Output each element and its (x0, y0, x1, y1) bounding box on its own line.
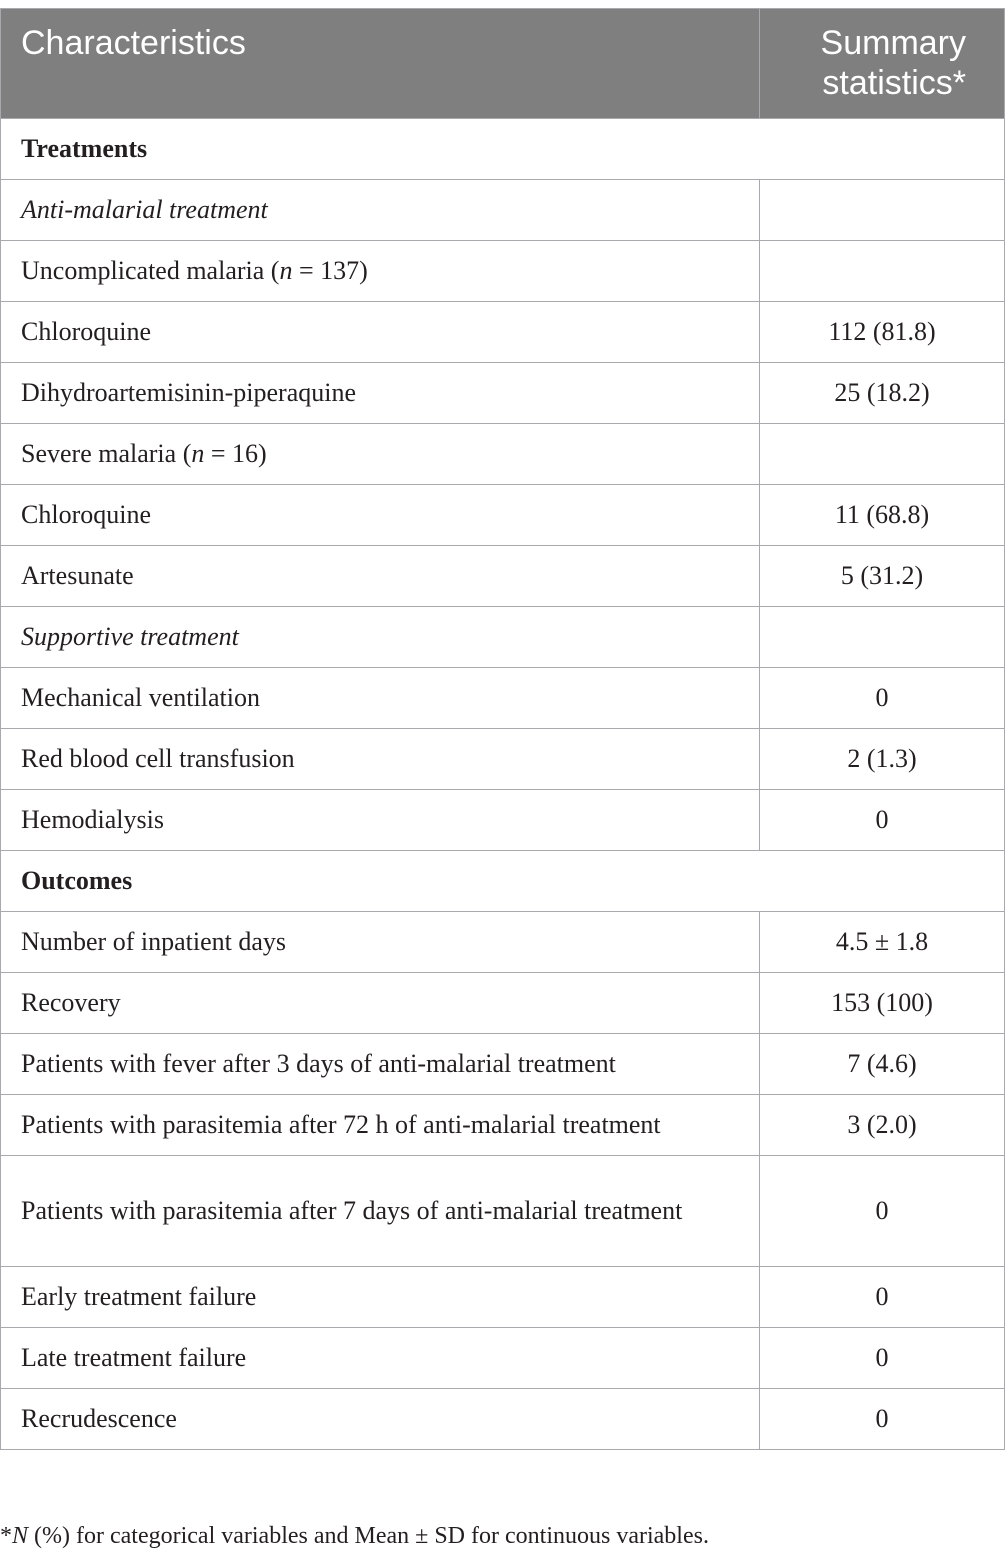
row-label: Late treatment failure (1, 1328, 760, 1389)
row-label (1, 424, 760, 485)
row-value: 5 (31.2) (760, 546, 1005, 607)
header-summary-statistics (760, 9, 1005, 119)
section-label-treatments: Treatments (1, 119, 1005, 180)
header-characteristics: Characteristics (1, 9, 760, 119)
header-summary-line1: Summary (820, 24, 966, 62)
row-label: Dihydroartemisinin-piperaquine (1, 363, 760, 424)
table-row-group (1, 241, 1005, 302)
row-value: 0 (760, 1267, 1005, 1328)
row-label: Anti-malarial treatment (1, 180, 760, 241)
table-row (1, 973, 1005, 1034)
row-value: 2 (1.3) (760, 729, 1005, 790)
row-label: Supportive treatment (1, 607, 760, 668)
table-row-subheading (1, 607, 1005, 668)
table-row-group (1, 424, 1005, 485)
table-row (1, 485, 1005, 546)
header-summary-line2: statistics* (822, 64, 966, 102)
label-text: Uncomplicated malaria ( (21, 256, 280, 285)
row-value: 0 (760, 1389, 1005, 1450)
table-footnote (0, 1518, 1005, 1554)
row-label: Patients with parasitemia after 7 days of anti-malarial treatment (1, 1156, 760, 1267)
section-label-outcomes: Outcomes (1, 851, 1005, 912)
label-text: = 137) (292, 256, 368, 285)
table-row (1, 1095, 1005, 1156)
row-label (1, 241, 760, 302)
row-value (760, 424, 1005, 485)
row-label: Recovery (1, 973, 760, 1034)
row-label: Red blood cell transfusion (1, 729, 760, 790)
row-label: Hemodialysis (1, 790, 760, 851)
table-row (1, 1034, 1005, 1095)
row-value: 11 (68.8) (760, 485, 1005, 546)
row-label: Mechanical ventilation (1, 668, 760, 729)
row-label: Chloroquine (1, 485, 760, 546)
n-symbol: n (279, 256, 293, 285)
table-row (1, 729, 1005, 790)
table-row (1, 1328, 1005, 1389)
row-value: 4.5 ± 1.8 (760, 912, 1005, 973)
table-row (1, 302, 1005, 363)
row-value (760, 607, 1005, 668)
table-row (1, 1267, 1005, 1328)
row-value: 0 (760, 668, 1005, 729)
table-row-subheading (1, 180, 1005, 241)
table-row (1, 546, 1005, 607)
table-row (1, 790, 1005, 851)
row-label: Patients with fever after 3 days of anti-malarial treatment (1, 1034, 760, 1095)
row-value: 112 (81.8) (760, 302, 1005, 363)
row-value: 0 (760, 790, 1005, 851)
row-value: 0 (760, 1328, 1005, 1389)
table-row (1, 1389, 1005, 1450)
row-value: 25 (18.2) (760, 363, 1005, 424)
table-row (1, 363, 1005, 424)
footnote-text: (%) for categorical variables and Mean ± SD for continuous variables. (28, 1523, 709, 1549)
row-label: Number of inpatient days (1, 912, 760, 973)
row-label: Recrudescence (1, 1389, 760, 1450)
n-symbol: n (191, 439, 205, 468)
table-row (1, 912, 1005, 973)
table-header-row (1, 9, 1005, 119)
label-text: Severe malaria ( (21, 439, 192, 468)
row-value (760, 180, 1005, 241)
row-value: 7 (4.6) (760, 1034, 1005, 1095)
footnote-n-symbol: N (12, 1523, 29, 1549)
row-value: 3 (2.0) (760, 1095, 1005, 1156)
row-value (760, 241, 1005, 302)
table-row-section (1, 119, 1005, 180)
row-label: Artesunate (1, 546, 760, 607)
footnote-star: * (0, 1523, 12, 1549)
table-row-section (1, 851, 1005, 912)
row-value: 0 (760, 1156, 1005, 1267)
table-row (1, 668, 1005, 729)
table-row (1, 1156, 1005, 1267)
row-label: Early treatment failure (1, 1267, 760, 1328)
row-label: Chloroquine (1, 302, 760, 363)
row-value: 153 (100) (760, 973, 1005, 1034)
summary-table (0, 8, 1005, 1450)
row-label: Patients with parasitemia after 72 h of anti-malarial treatment (1, 1095, 760, 1156)
label-text: = 16) (204, 439, 267, 468)
